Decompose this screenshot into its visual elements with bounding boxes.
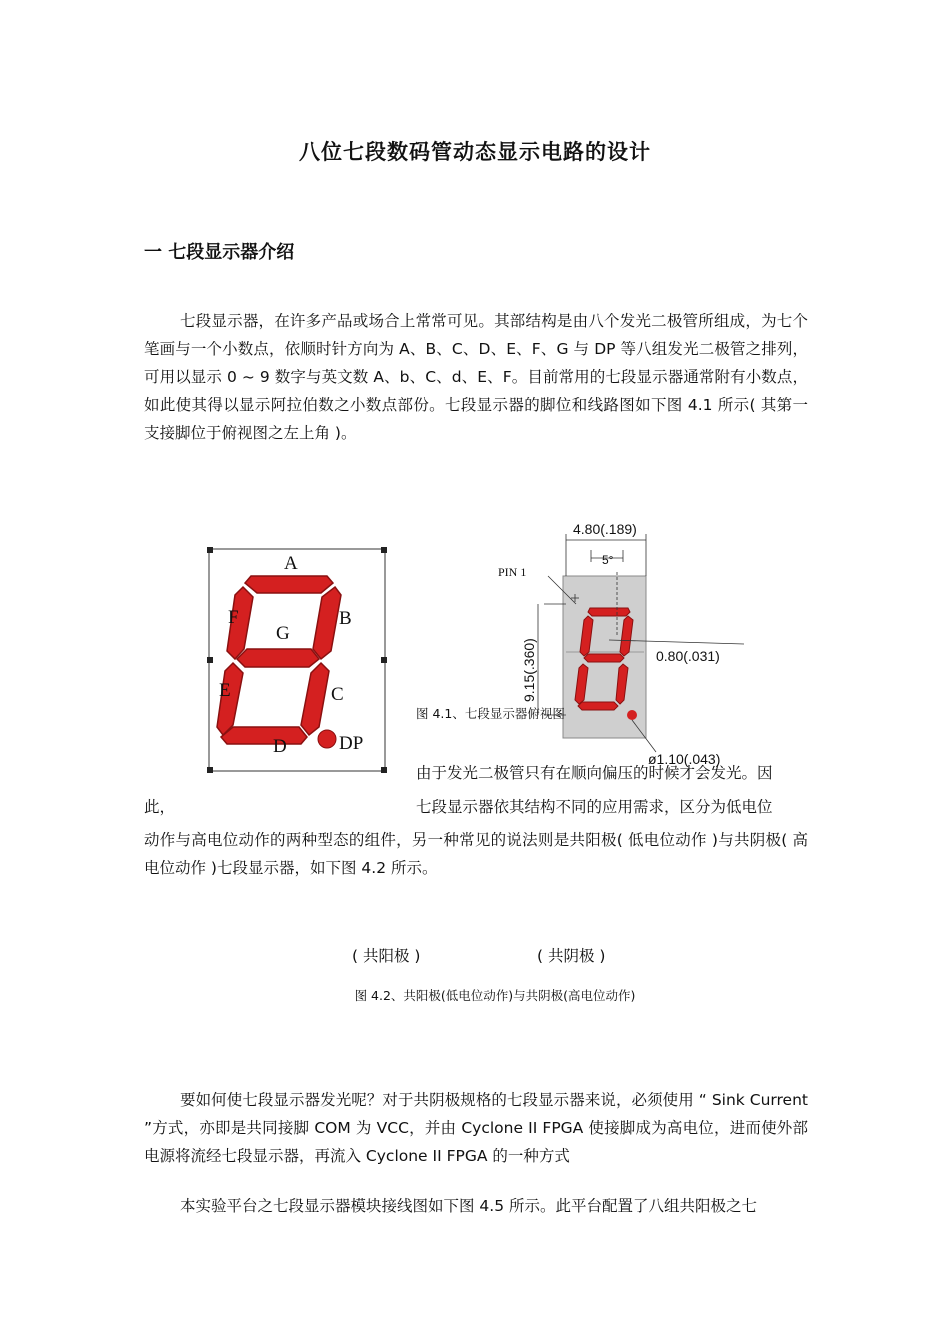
figure-4-1-caption: 图 4.1、七段显示器俯视图 <box>416 706 565 721</box>
paragraph-3: 要如何使七段显示器发光呢？对于共阴极规格的七段显示器来说，必须使用 “ Sink Current ”方式，亦即是共同接脚 COM 为 VCC，并由 Cyclone II FPGA 使接脚成为高电位，进而使外部电源将流经七段显示器，再流入 Cyclone II FPGA 的一种方式 <box>144 1091 808 1165</box>
segment-g <box>237 649 319 667</box>
seven-segment-diagram <box>207 547 387 773</box>
paragraph-2-line-2-right: 七段显示器依其结构不同的应用需求，区分为低电位 <box>416 798 773 816</box>
label-dp: DP <box>339 733 364 754</box>
segment-c <box>301 663 329 735</box>
dim-height-label: 9.15(.360) <box>521 638 537 702</box>
section-heading: 一 七段显示器介绍 <box>144 242 295 263</box>
paragraph-2-line-1: 由于发光二极管只有在顺向偏压的时候才会发光。因 <box>416 764 773 782</box>
paragraph-4: 本实验平台之七段显示器模块接线图如下图 4.5 所示。此平台配置了八组共阳极之七 <box>180 1197 758 1215</box>
segment-b <box>313 587 341 659</box>
figure-4-2-caption: 图 4.2、共阳极(低电位动作)与共阴极(高电位动作) <box>354 988 636 1003</box>
pin1-label: PIN 1 <box>498 565 527 579</box>
label-b: B <box>339 608 352 629</box>
paragraph-2-line-2-left: 此， <box>144 798 176 816</box>
label-a: A <box>284 553 298 574</box>
paragraph-intro: 七段显示器，在许多产品或场合上常常可见。其部结构是由八个发光二极管所组成，为七个笔画与一个小数点，依顺时针方向为 A、B、C、D、E、F、G 与 DP 等八组发光二极管之排列，可用以显示 0 ~ 9 数字与英文数 A、b、C、d、E、F。目前常用的七段显示器通常附有小数点，如此使其得以显示阿拉伯数之小数点部份。七段显示器的脚位和线路图如下图 4.1 所示( 其第一支接脚位于俯视图之左上角 )。 <box>144 312 808 442</box>
dim-width-label: 4.80(.189) <box>573 521 637 537</box>
label-g: G <box>276 623 290 644</box>
label-e: E <box>219 680 231 701</box>
segment-d <box>221 727 307 744</box>
seven-segment-dimension-drawing <box>496 512 756 772</box>
paragraph-2-rest: 动作与高电位动作的两种型态的组件，另一种常见的说法则是共阳极( 低电位动作 )与共阴极( 高电位动作 )七段显示器，如下图 4.2 所示。 <box>144 831 808 877</box>
dim-dp-label: ø1.10(.043) <box>648 751 721 767</box>
dim-angle-label: 5° <box>602 553 614 567</box>
segment-a <box>245 576 333 593</box>
label-d: D <box>273 736 287 757</box>
page-title: 八位七段数码管动态显示电路的设计 <box>299 140 651 164</box>
label-f: F <box>228 607 239 628</box>
label-common-cathode: ( 共阴极 ) <box>537 947 606 965</box>
dim-segment-label: 0.80(.031) <box>656 648 720 664</box>
label-c: C <box>331 684 344 705</box>
label-common-anode: ( 共阳极 ) <box>352 947 421 965</box>
segment-dp <box>318 730 336 748</box>
